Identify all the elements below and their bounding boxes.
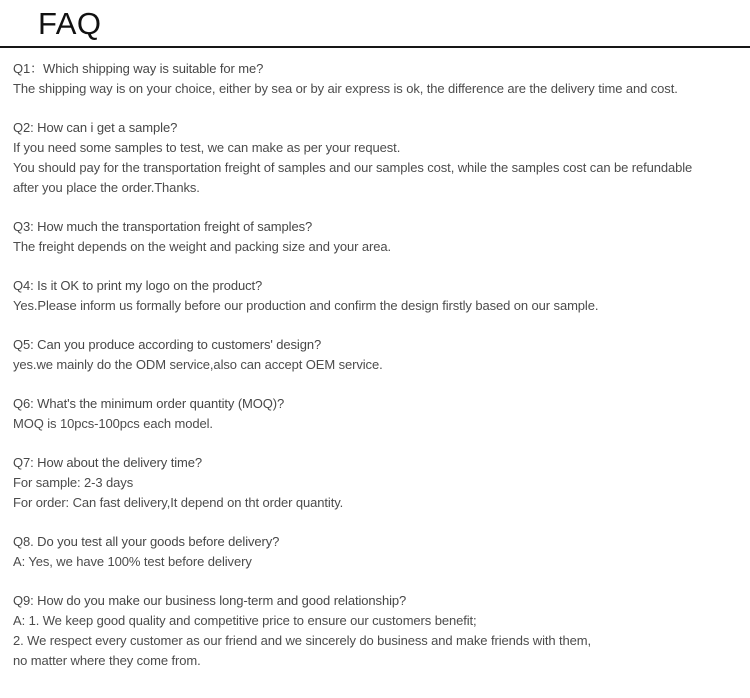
faq-item bbox=[13, 276, 740, 316]
faq-answer-line: The freight depends on the weight and packing size and your area. bbox=[13, 239, 391, 254]
faq-item bbox=[13, 591, 740, 671]
faq-item bbox=[13, 453, 740, 513]
faq-answer-line: For order: Can fast delivery,It depend on tht order quantity. bbox=[13, 495, 344, 510]
faq-item bbox=[13, 118, 740, 198]
faq-answer-line: after you place the order.Thanks. bbox=[13, 180, 200, 195]
faq-item bbox=[13, 532, 740, 572]
faq-answer-line: A: Yes, we have 100% test before delivery bbox=[13, 554, 252, 569]
faq-item bbox=[13, 59, 740, 99]
faq-question: Q2: How can i get a sample? bbox=[13, 120, 178, 135]
faq-answer-line: yes.we mainly do the ODM service,also can accept OEM service. bbox=[13, 357, 383, 372]
faq-answer-line: MOQ is 10pcs-100pcs each model. bbox=[13, 416, 213, 431]
faq-header bbox=[0, 0, 750, 48]
faq-list bbox=[0, 48, 750, 671]
faq-question: Q6: What's the minimum order quantity (MOQ)? bbox=[13, 396, 285, 411]
faq-question: Q8. Do you test all your goods before delivery? bbox=[13, 534, 280, 549]
faq-question: Q7: How about the delivery time? bbox=[13, 455, 203, 470]
faq-question: Q1：Which shipping way is suitable for me? bbox=[13, 61, 264, 76]
faq-answer-line: You should pay for the transportation freight of samples and our samples cost, while the samples cost can be refundable bbox=[13, 160, 693, 175]
faq-question: Q5: Can you produce according to customers' design? bbox=[13, 337, 322, 352]
faq-question: Q9: How do you make our business long-term and good relationship? bbox=[13, 593, 407, 608]
faq-answer-line: Yes.Please inform us formally before our production and confirm the design firstly based on our sample. bbox=[13, 298, 599, 313]
faq-item bbox=[13, 394, 740, 434]
faq-answer-line: 2. We respect every customer as our friend and we sincerely do business and make friends with them, bbox=[13, 633, 592, 648]
faq-question: Q4: Is it OK to print my logo on the product? bbox=[13, 278, 263, 293]
faq-answer-line: If you need some samples to test, we can make as per your request. bbox=[13, 140, 401, 155]
faq-question: Q3: How much the transportation freight of samples? bbox=[13, 219, 313, 234]
faq-answer-line: no matter where they come from. bbox=[13, 653, 201, 668]
page-title: FAQ bbox=[38, 6, 102, 41]
faq-item bbox=[13, 335, 740, 375]
faq-answer-line: A: 1. We keep good quality and competitive price to ensure our customers benefit; bbox=[13, 613, 477, 628]
faq-answer-line: The shipping way is on your choice, either by sea or by air express is ok, the difference are the delivery time and cost. bbox=[13, 81, 678, 96]
faq-answer-line: For sample: 2-3 days bbox=[13, 475, 134, 490]
faq-item bbox=[13, 217, 740, 257]
